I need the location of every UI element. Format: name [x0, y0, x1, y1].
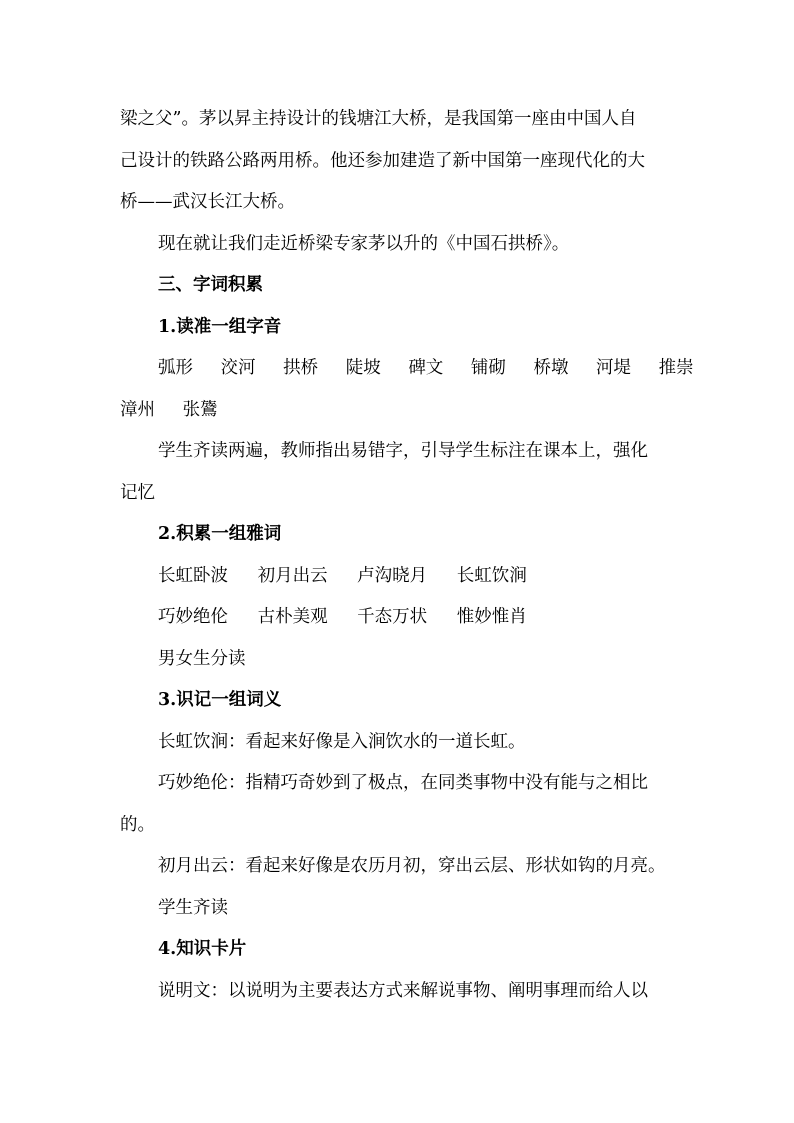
word-list-row	[158, 564, 728, 588]
word-item: 推崇	[658, 358, 694, 378]
word-item: 碑文	[408, 358, 444, 378]
word-item: 漳州	[120, 400, 155, 420]
word-list-row	[158, 605, 728, 629]
word-list-row	[158, 356, 728, 380]
word-item: 卢沟晓月	[357, 566, 428, 586]
paragraph-line: 己设计的铁路公路两用桥。他还参加建造了新中国第一座现代化的大	[120, 151, 645, 171]
subsection-heading: 3.识记一组词义	[158, 690, 282, 710]
section-heading: 三、字词积累	[158, 275, 263, 295]
word-item: 千态万状	[357, 607, 428, 627]
definition-line: 的。	[120, 815, 155, 835]
word-item: 陡坡	[345, 358, 381, 378]
word-item: 铺砌	[470, 358, 506, 378]
word-item: 惟妙惟肖	[456, 607, 527, 627]
paragraph-line: 学生齐读	[158, 898, 228, 918]
definition-line: 初月出云：看起来好像是农历月初，穿出云层、形状如钩的月亮。	[158, 856, 666, 876]
word-item: 古朴美观	[257, 607, 328, 627]
word-item: 弧形	[158, 358, 193, 378]
paragraph-line: 现在就让我们走近桥梁专家茅以升的《中国石拱桥》。	[158, 234, 570, 254]
word-item: 张鷟	[182, 400, 218, 420]
word-list-row	[120, 398, 690, 422]
word-item: 长虹卧波	[158, 566, 228, 586]
paragraph-line: 记忆	[120, 483, 155, 503]
word-item: 河堤	[596, 358, 632, 378]
word-item: 巧妙绝伦	[158, 607, 228, 627]
subsection-heading: 4.知识卡片	[158, 939, 247, 959]
word-item: 洨河	[220, 358, 256, 378]
paragraph-line: 梁之父”。茅以昇主持设计的钱塘江大桥，是我国第一座由中国人自	[120, 109, 637, 129]
subsection-heading: 1.读准一组字音	[158, 317, 282, 337]
definition-line: 长虹饮涧：看起来好像是入涧饮水的一道长虹。	[158, 732, 526, 752]
definition-line: 巧妙绝伦：指精巧奇妙到了极点，在同类事物中没有能与之相比	[158, 773, 648, 793]
word-item: 长虹饮涧	[456, 566, 527, 586]
paragraph-line: 学生齐读两遍，教师指出易错字，引导学生标注在课本上，强化	[158, 441, 648, 461]
paragraph-line: 说明文：以说明为主要表达方式来解说事物、阐明事理而给人以	[158, 981, 648, 1001]
word-item: 桥墩	[533, 358, 569, 378]
paragraph-line: 男女生分读	[158, 649, 246, 669]
word-item: 初月出云	[257, 566, 328, 586]
word-item: 拱桥	[283, 358, 319, 378]
subsection-heading: 2.积累一组雅词	[158, 524, 282, 544]
paragraph-line: 桥——武汉长江大桥。	[120, 192, 295, 212]
